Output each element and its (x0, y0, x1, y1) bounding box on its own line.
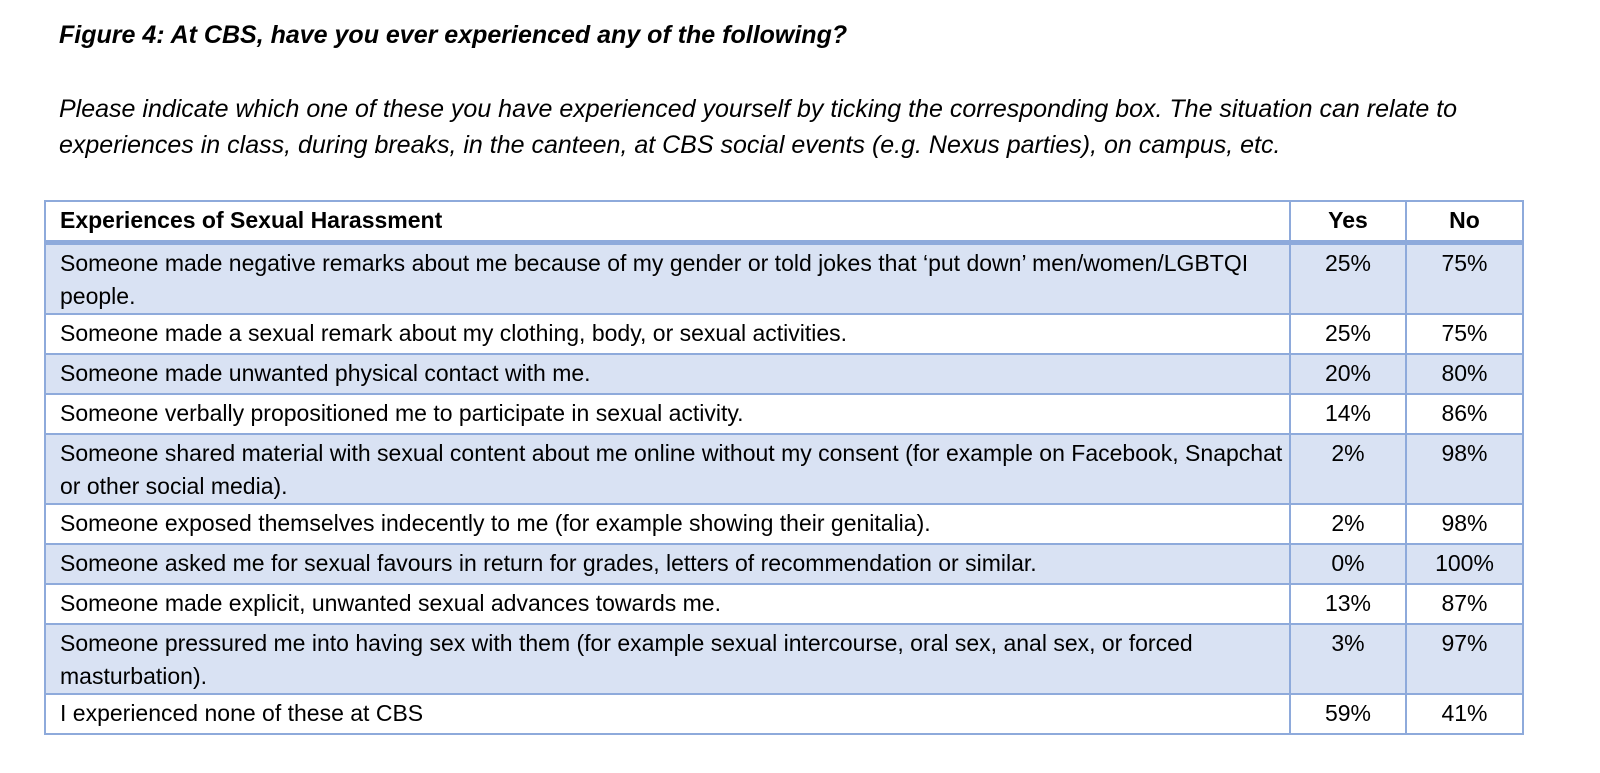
row-experience: Someone exposed themselves indecently to me (for example showing their genitalia). (45, 504, 1290, 544)
harassment-table-container (44, 200, 1522, 735)
table-row (45, 694, 1523, 734)
row-yes-value: 25% (1290, 314, 1406, 354)
row-experience: Someone pressured me into having sex with them (for example sexual intercourse, oral sex, anal sex, or forced masturbation). (45, 624, 1290, 694)
header-no: No (1406, 201, 1523, 243)
row-experience: Someone made negative remarks about me because of my gender or told jokes that ‘put down’ men/women/LGBTQI people. (45, 243, 1290, 315)
row-no-value: 80% (1406, 354, 1523, 394)
row-no-value: 98% (1406, 504, 1523, 544)
row-yes-value: 2% (1290, 434, 1406, 504)
row-experience: Someone made a sexual remark about my clothing, body, or sexual activities. (45, 314, 1290, 354)
row-experience: I experienced none of these at CBS (45, 694, 1290, 734)
row-yes-value: 20% (1290, 354, 1406, 394)
row-no-value: 87% (1406, 584, 1523, 624)
table-header-row (45, 201, 1523, 243)
header-experience: Experiences of Sexual Harassment (45, 201, 1290, 243)
row-yes-value: 2% (1290, 504, 1406, 544)
row-yes-value: 13% (1290, 584, 1406, 624)
row-no-value: 86% (1406, 394, 1523, 434)
table-row (45, 624, 1523, 694)
table-row (45, 544, 1523, 584)
harassment-table (44, 200, 1524, 735)
row-yes-value: 3% (1290, 624, 1406, 694)
table-row (45, 394, 1523, 434)
table-row (45, 504, 1523, 544)
row-no-value: 97% (1406, 624, 1523, 694)
row-no-value: 75% (1406, 243, 1523, 315)
row-yes-value: 0% (1290, 544, 1406, 584)
row-experience: Someone made explicit, unwanted sexual advances towards me. (45, 584, 1290, 624)
table-row (45, 584, 1523, 624)
row-no-value: 41% (1406, 694, 1523, 734)
table-row (45, 354, 1523, 394)
figure-title: Figure 4: At CBS, have you ever experienced any of the following? (59, 21, 848, 49)
row-experience: Someone asked me for sexual favours in return for grades, letters of recommendation or similar. (45, 544, 1290, 584)
row-experience: Someone shared material with sexual content about me online without my consent (for example on Facebook, Snapchat or other social media). (45, 434, 1290, 504)
row-yes-value: 14% (1290, 394, 1406, 434)
table-row (45, 243, 1523, 315)
row-yes-value: 59% (1290, 694, 1406, 734)
row-experience: Someone verbally propositioned me to participate in sexual activity. (45, 394, 1290, 434)
table-row (45, 314, 1523, 354)
header-yes: Yes (1290, 201, 1406, 243)
row-no-value: 75% (1406, 314, 1523, 354)
survey-instructions: Please indicate which one of these you have experienced yourself by ticking the corresponding box. The situation can relate to experiences in class, during breaks, in the canteen, at CBS social events (e.g. Nexus parties), on campus, etc. (59, 95, 1458, 159)
row-no-value: 100% (1406, 544, 1523, 584)
table-row (45, 434, 1523, 504)
row-yes-value: 25% (1290, 243, 1406, 315)
row-no-value: 98% (1406, 434, 1523, 504)
row-experience: Someone made unwanted physical contact with me. (45, 354, 1290, 394)
